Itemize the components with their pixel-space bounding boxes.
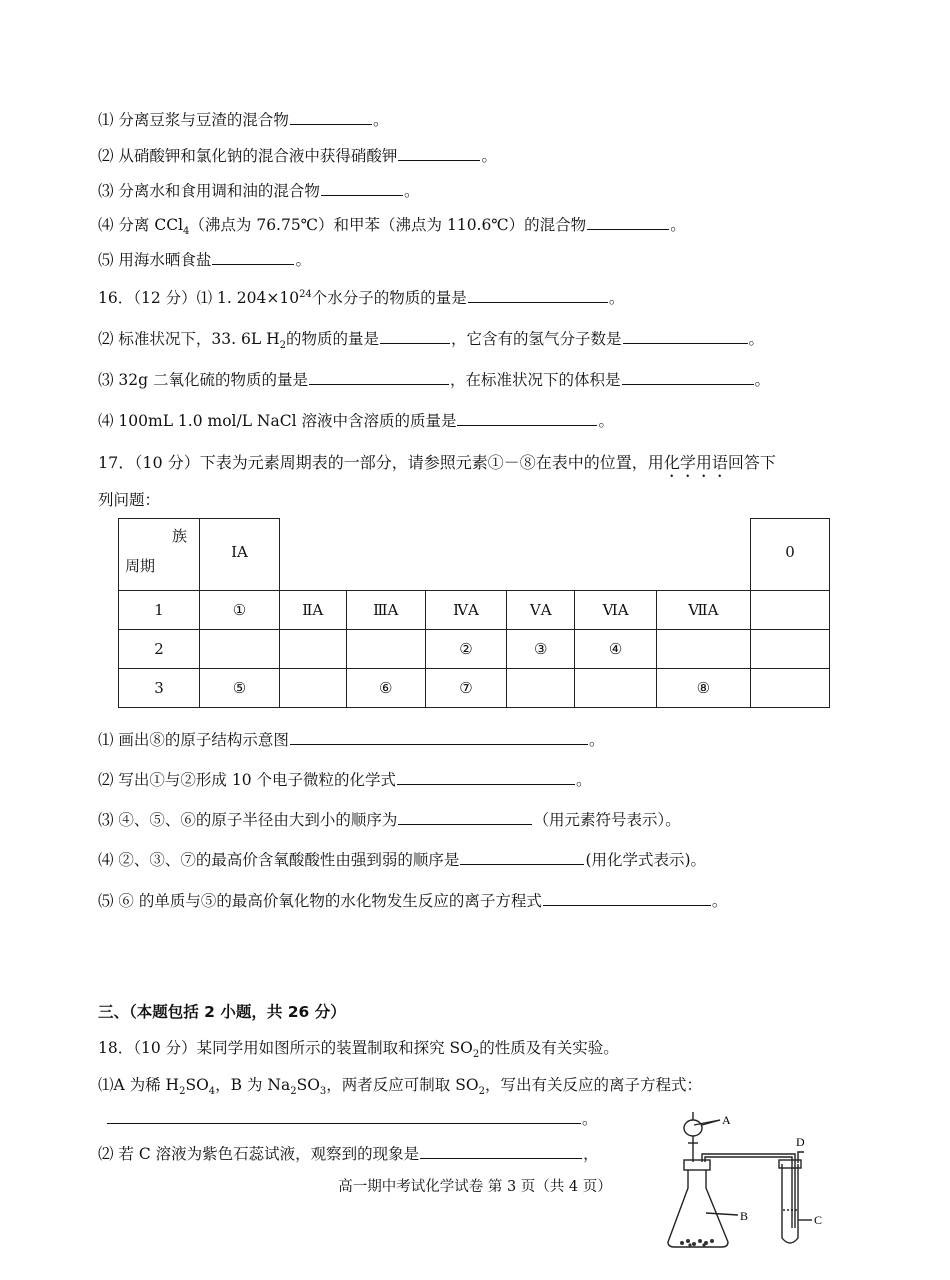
answer-blank[interactable]	[587, 215, 669, 230]
table-cell: ⅦA	[656, 591, 750, 630]
table-cell	[656, 630, 750, 669]
table-cell: ⑧	[656, 669, 750, 708]
table-corner: 族 周期	[119, 519, 200, 591]
page-footer: 高一期中考试化学试卷 第 3 页（共 4 页）	[338, 1179, 612, 1195]
q15-item-3: ⑶ 分离水和食用调和油的混合物 。	[98, 182, 420, 200]
table-cell	[575, 669, 656, 708]
periodic-table	[118, 518, 830, 708]
q17-sub-5: ⑸ ⑥ 的单质与⑤的最高价氧化物的水化物发生反应的离子方程式 。	[98, 892, 728, 910]
table-cell: ⑥	[346, 669, 425, 708]
answer-blank[interactable]	[457, 411, 597, 426]
q16-part-2: ⑵ 标准状况下，33. 6L $H_2$的物质的量是 ，它含有的氢气分子数是 。	[98, 330, 765, 352]
q15-item-1: ⑴ 分离豆浆与豆渣的混合物 。	[98, 111, 389, 129]
table-cell	[346, 630, 425, 669]
label-d: D	[796, 1135, 805, 1149]
table-cell: ⑦	[425, 669, 506, 708]
table-cell	[200, 630, 280, 669]
table-cell: ⑤	[200, 669, 280, 708]
table-cell	[506, 669, 574, 708]
table-cell: 1	[119, 591, 200, 630]
answer-blank[interactable]	[107, 1109, 581, 1124]
q17-sub-3: ⑶ ④、⑤、⑥的原子半径由大到小的顺序为 （用元素符号表示）。	[98, 811, 681, 829]
answer-blank[interactable]	[398, 146, 480, 161]
q17-head-cont: 列问题：	[98, 491, 161, 509]
label-b: B	[740, 1209, 749, 1223]
q15-item-4: ⑷ 分离 CCl$_4$（沸点为 76.75℃）和甲苯（沸点为 110.6℃）的混合物 。	[98, 216, 686, 238]
answer-blank[interactable]	[623, 329, 748, 344]
solid-b	[680, 1239, 714, 1247]
group-0-header: 0	[751, 519, 830, 591]
q18-sub-1-answer: 。	[106, 1107, 598, 1129]
conical-flask	[668, 1170, 728, 1247]
q17-sub-2: ⑵ 写出①与②形成 10 个电子微粒的化学式 。	[98, 771, 592, 789]
table-cell: ①	[200, 591, 280, 630]
answer-blank[interactable]	[543, 891, 711, 906]
funnel-bulb	[684, 1120, 702, 1136]
q17-head: 17．（10 分）下表为元素周期表的一部分，请参照元素①－⑧在表中的位置，用化学用语回答下	[98, 453, 776, 472]
label-a: A	[722, 1113, 731, 1127]
q18-sub-2: ⑵ 若 C 溶液为紫色石蕊试液，观察到的现象是 ，	[98, 1145, 599, 1163]
answer-blank[interactable]	[420, 1144, 582, 1159]
answer-blank[interactable]	[290, 110, 372, 125]
table-cell: ⅣA	[425, 591, 506, 630]
q18-head: 18．（10 分）某同学用如图所示的装置制取和探究 $SO_2$的性质及有关实验。	[98, 1039, 619, 1061]
answer-blank[interactable]	[468, 288, 608, 303]
q18-sub-1: ⑴A 为稀 $H_2SO_4$，B 为 $Na_2SO_3$，两者反应可制取 $SO_2$，写出有关反应的离子方程式：	[98, 1076, 702, 1098]
table-cell: 2	[119, 630, 200, 669]
answer-blank[interactable]	[380, 329, 450, 344]
table-cell: ⅤA	[506, 591, 574, 630]
apparatus-figure	[660, 1110, 840, 1252]
q15-item-5: ⑸ 用海水晒食盐 。	[98, 251, 311, 269]
table-cell	[280, 630, 347, 669]
section-title: 三、（本题包括 2 小题，共 26 分）	[98, 1003, 346, 1021]
answer-blank[interactable]	[321, 181, 403, 196]
flask-stopper	[684, 1160, 710, 1170]
answer-blank[interactable]	[460, 850, 584, 865]
q16-part-1: 16．（12 分）⑴ 1. $204\times 10^{24}$个水分子的物质的量是 。	[98, 288, 625, 307]
q16-part-3: ⑶ 32g 二氧化硫的物质的量是 ，在标准状况下的体积是 。	[98, 371, 771, 389]
answer-blank[interactable]	[398, 810, 532, 825]
table-cell: ②	[425, 630, 506, 669]
answer-blank[interactable]	[290, 730, 588, 745]
q16-part-4: ⑷ 100mL 1.0 mol/L NaCl 溶液中含溶质的质量是 。	[98, 412, 614, 430]
table-cell	[751, 591, 830, 630]
answer-blank[interactable]	[212, 250, 294, 265]
answer-blank[interactable]	[622, 370, 754, 385]
table-cell: ⅥA	[575, 591, 656, 630]
answer-blank[interactable]	[397, 770, 575, 785]
table-cell	[751, 669, 830, 708]
table-cell: 3	[119, 669, 200, 708]
table-cell: ③	[506, 630, 574, 669]
delivery-tube	[702, 1154, 795, 1228]
table-cell: ④	[575, 630, 656, 669]
q17-sub-4: ⑷ ②、③、⑦的最高价含氧酸酸性由强到弱的顺序是 (用化学式表示)。	[98, 851, 707, 869]
q15-item-2: ⑵ 从硝酸钾和氯化钠的混合液中获得硝酸钾 。	[98, 147, 497, 165]
q17-sub-1: ⑴ 画出⑧的原子结构示意图 。	[98, 731, 605, 749]
table-gap	[280, 519, 751, 591]
table-cell: ⅡA	[280, 591, 347, 630]
table-cell	[751, 630, 830, 669]
label-c: C	[814, 1213, 823, 1227]
table-cell	[280, 669, 347, 708]
group-ia-header: IA	[200, 519, 280, 591]
answer-blank[interactable]	[309, 370, 449, 385]
table-cell: ⅢA	[346, 591, 425, 630]
